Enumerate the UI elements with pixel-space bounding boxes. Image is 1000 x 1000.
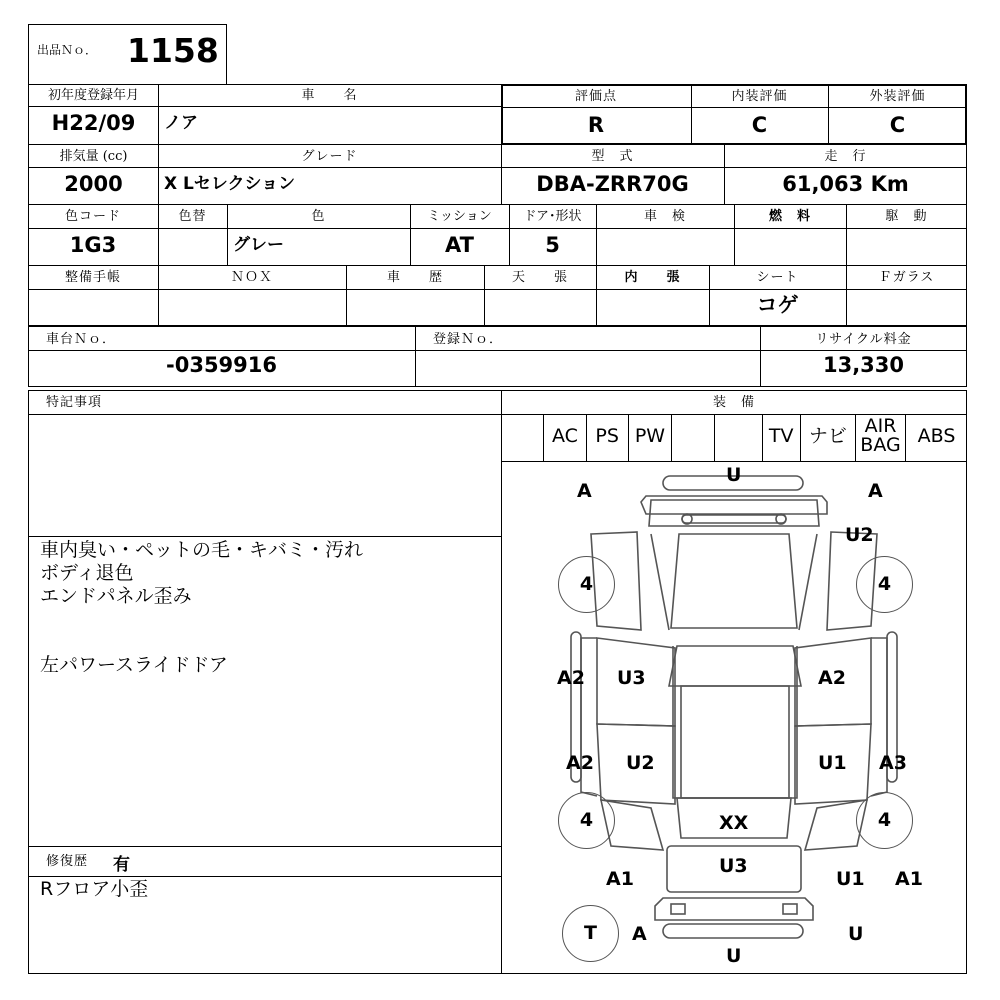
regno-label: 登録Ｎｏ． xyxy=(433,332,504,347)
maint-label: 整備手帳 xyxy=(64,270,121,285)
nox-label: ＮＯＸ xyxy=(230,270,273,285)
equipment-label: 装 備 xyxy=(712,395,755,410)
dmg-a2-left: A2 xyxy=(557,667,585,689)
inspection-label: 車 検 xyxy=(643,209,686,224)
notes-line-2: ボディ退色 xyxy=(40,562,134,584)
repair-value: 有 xyxy=(113,855,130,875)
equip-ps: PS xyxy=(587,415,629,461)
equipment-strip xyxy=(501,415,967,461)
disp-value: 2000 xyxy=(64,172,123,196)
equip-ac: AC xyxy=(544,415,586,461)
dmg-a2-left-rear: A2 xyxy=(566,752,594,774)
car-diagram xyxy=(501,462,967,974)
dmg-u3-rear: U3 xyxy=(719,855,748,877)
chassis-label: 車台Ｎｏ． xyxy=(46,332,117,347)
mileage-value: 61,063 Km xyxy=(782,172,909,196)
score-value: R xyxy=(587,113,605,137)
spare-tire: T xyxy=(562,905,619,962)
seat-label: シート xyxy=(756,270,799,285)
dmg-a1-right: A1 xyxy=(895,868,923,890)
dmg-u2-left: U2 xyxy=(626,752,655,774)
dmg-u2-right: U2 xyxy=(845,524,874,546)
dmg-top-u: U xyxy=(726,464,742,486)
equip-cell-0 xyxy=(501,415,544,461)
color-label: 色 xyxy=(311,209,326,224)
notes-label: 特記事項 xyxy=(46,395,103,410)
equip-cell-5 xyxy=(715,415,762,461)
equip-airbag: AIR BAG xyxy=(856,415,906,461)
equip-abs: ABS xyxy=(917,425,956,447)
chassis-value: -0359916 xyxy=(166,353,277,377)
model-value: DBA-ZRR70G xyxy=(536,172,689,196)
dmg-front-right-a: A xyxy=(868,480,883,502)
notes-line-5: 左パワースライドドア xyxy=(40,654,228,676)
mileage-label: 走 行 xyxy=(824,149,867,164)
tire-rl: 4 xyxy=(558,792,615,849)
fuel-label: 燃 料 xyxy=(768,209,811,224)
dmg-rear-a: A xyxy=(632,923,647,945)
repaint-label: 色替 xyxy=(178,209,207,224)
seat-value: コゲ xyxy=(756,293,799,317)
tire-fl: 4 xyxy=(558,556,615,613)
dmg-u1-right: U1 xyxy=(818,752,847,774)
score-label: 評価点 xyxy=(574,89,617,104)
dmg-xx: XX xyxy=(719,812,749,834)
door-value: 5 xyxy=(545,233,560,257)
lot-number: 1158 xyxy=(127,31,219,70)
notes-line-3: エンドパネル歪み xyxy=(40,585,192,607)
equip-tv: TV xyxy=(763,415,801,461)
dmg-a3-right: A3 xyxy=(879,752,907,774)
lot-box xyxy=(28,24,227,85)
interior-value: C xyxy=(751,113,768,137)
dmg-front-left-a: A xyxy=(577,480,592,502)
reg-label: 初年度登録年月 xyxy=(47,88,139,103)
repair-label: 修復歴 xyxy=(46,854,89,869)
history-label: 車 歴 xyxy=(386,270,443,285)
model-label: 型 式 xyxy=(591,149,634,164)
dmg-bottom-u: U xyxy=(726,945,742,967)
interior-label: 内装評価 xyxy=(731,89,788,104)
recycle-label: リサイクル料金 xyxy=(815,332,912,347)
equip-pw: PW xyxy=(629,415,672,461)
equip-cell-4 xyxy=(672,415,715,461)
name-label: 車 名 xyxy=(301,88,358,103)
fglass-label: Ｆガラス xyxy=(878,270,935,285)
equip-navi: ナビ xyxy=(801,415,856,461)
reg-value: H22/09 xyxy=(51,111,136,135)
dmg-u1-rear-right: U1 xyxy=(836,868,865,890)
colorcode-value: 1G3 xyxy=(69,233,117,257)
grade-value: X Lセレクション xyxy=(164,174,296,194)
repair-detail: Rフロア小歪 xyxy=(40,878,149,900)
dmg-rear-u: U xyxy=(848,923,864,945)
dmg-a1-left: A1 xyxy=(606,868,634,890)
grade-label: グレード xyxy=(301,149,358,164)
notes-line-1: 車内臭い・ペットの毛・キバミ・汚れ xyxy=(40,539,364,561)
dmg-u3-left: U3 xyxy=(617,667,646,689)
roof-label: 天 張 xyxy=(511,270,568,285)
color-value: グレー xyxy=(233,235,284,255)
mission-label: ミッション xyxy=(427,209,492,224)
mission-value: AT xyxy=(445,233,474,257)
interior2-label: 内 張 xyxy=(624,270,681,285)
drive-label: 駆 動 xyxy=(885,209,928,224)
colorcode-label: 色コード xyxy=(64,209,121,224)
exterior-value: C xyxy=(889,113,906,137)
dmg-a2-right: A2 xyxy=(818,667,846,689)
exterior-label: 外装評価 xyxy=(869,89,926,104)
lot-label: 出品Ｎｏ． xyxy=(37,43,98,57)
disp-label: 排気量 (cc) xyxy=(59,149,128,164)
tire-fr: 4 xyxy=(856,556,913,613)
tire-rr: 4 xyxy=(856,792,913,849)
door-label: ドア･形状 xyxy=(523,209,582,224)
recycle-value: 13,330 xyxy=(822,353,905,377)
name-value: ノア xyxy=(164,113,198,133)
